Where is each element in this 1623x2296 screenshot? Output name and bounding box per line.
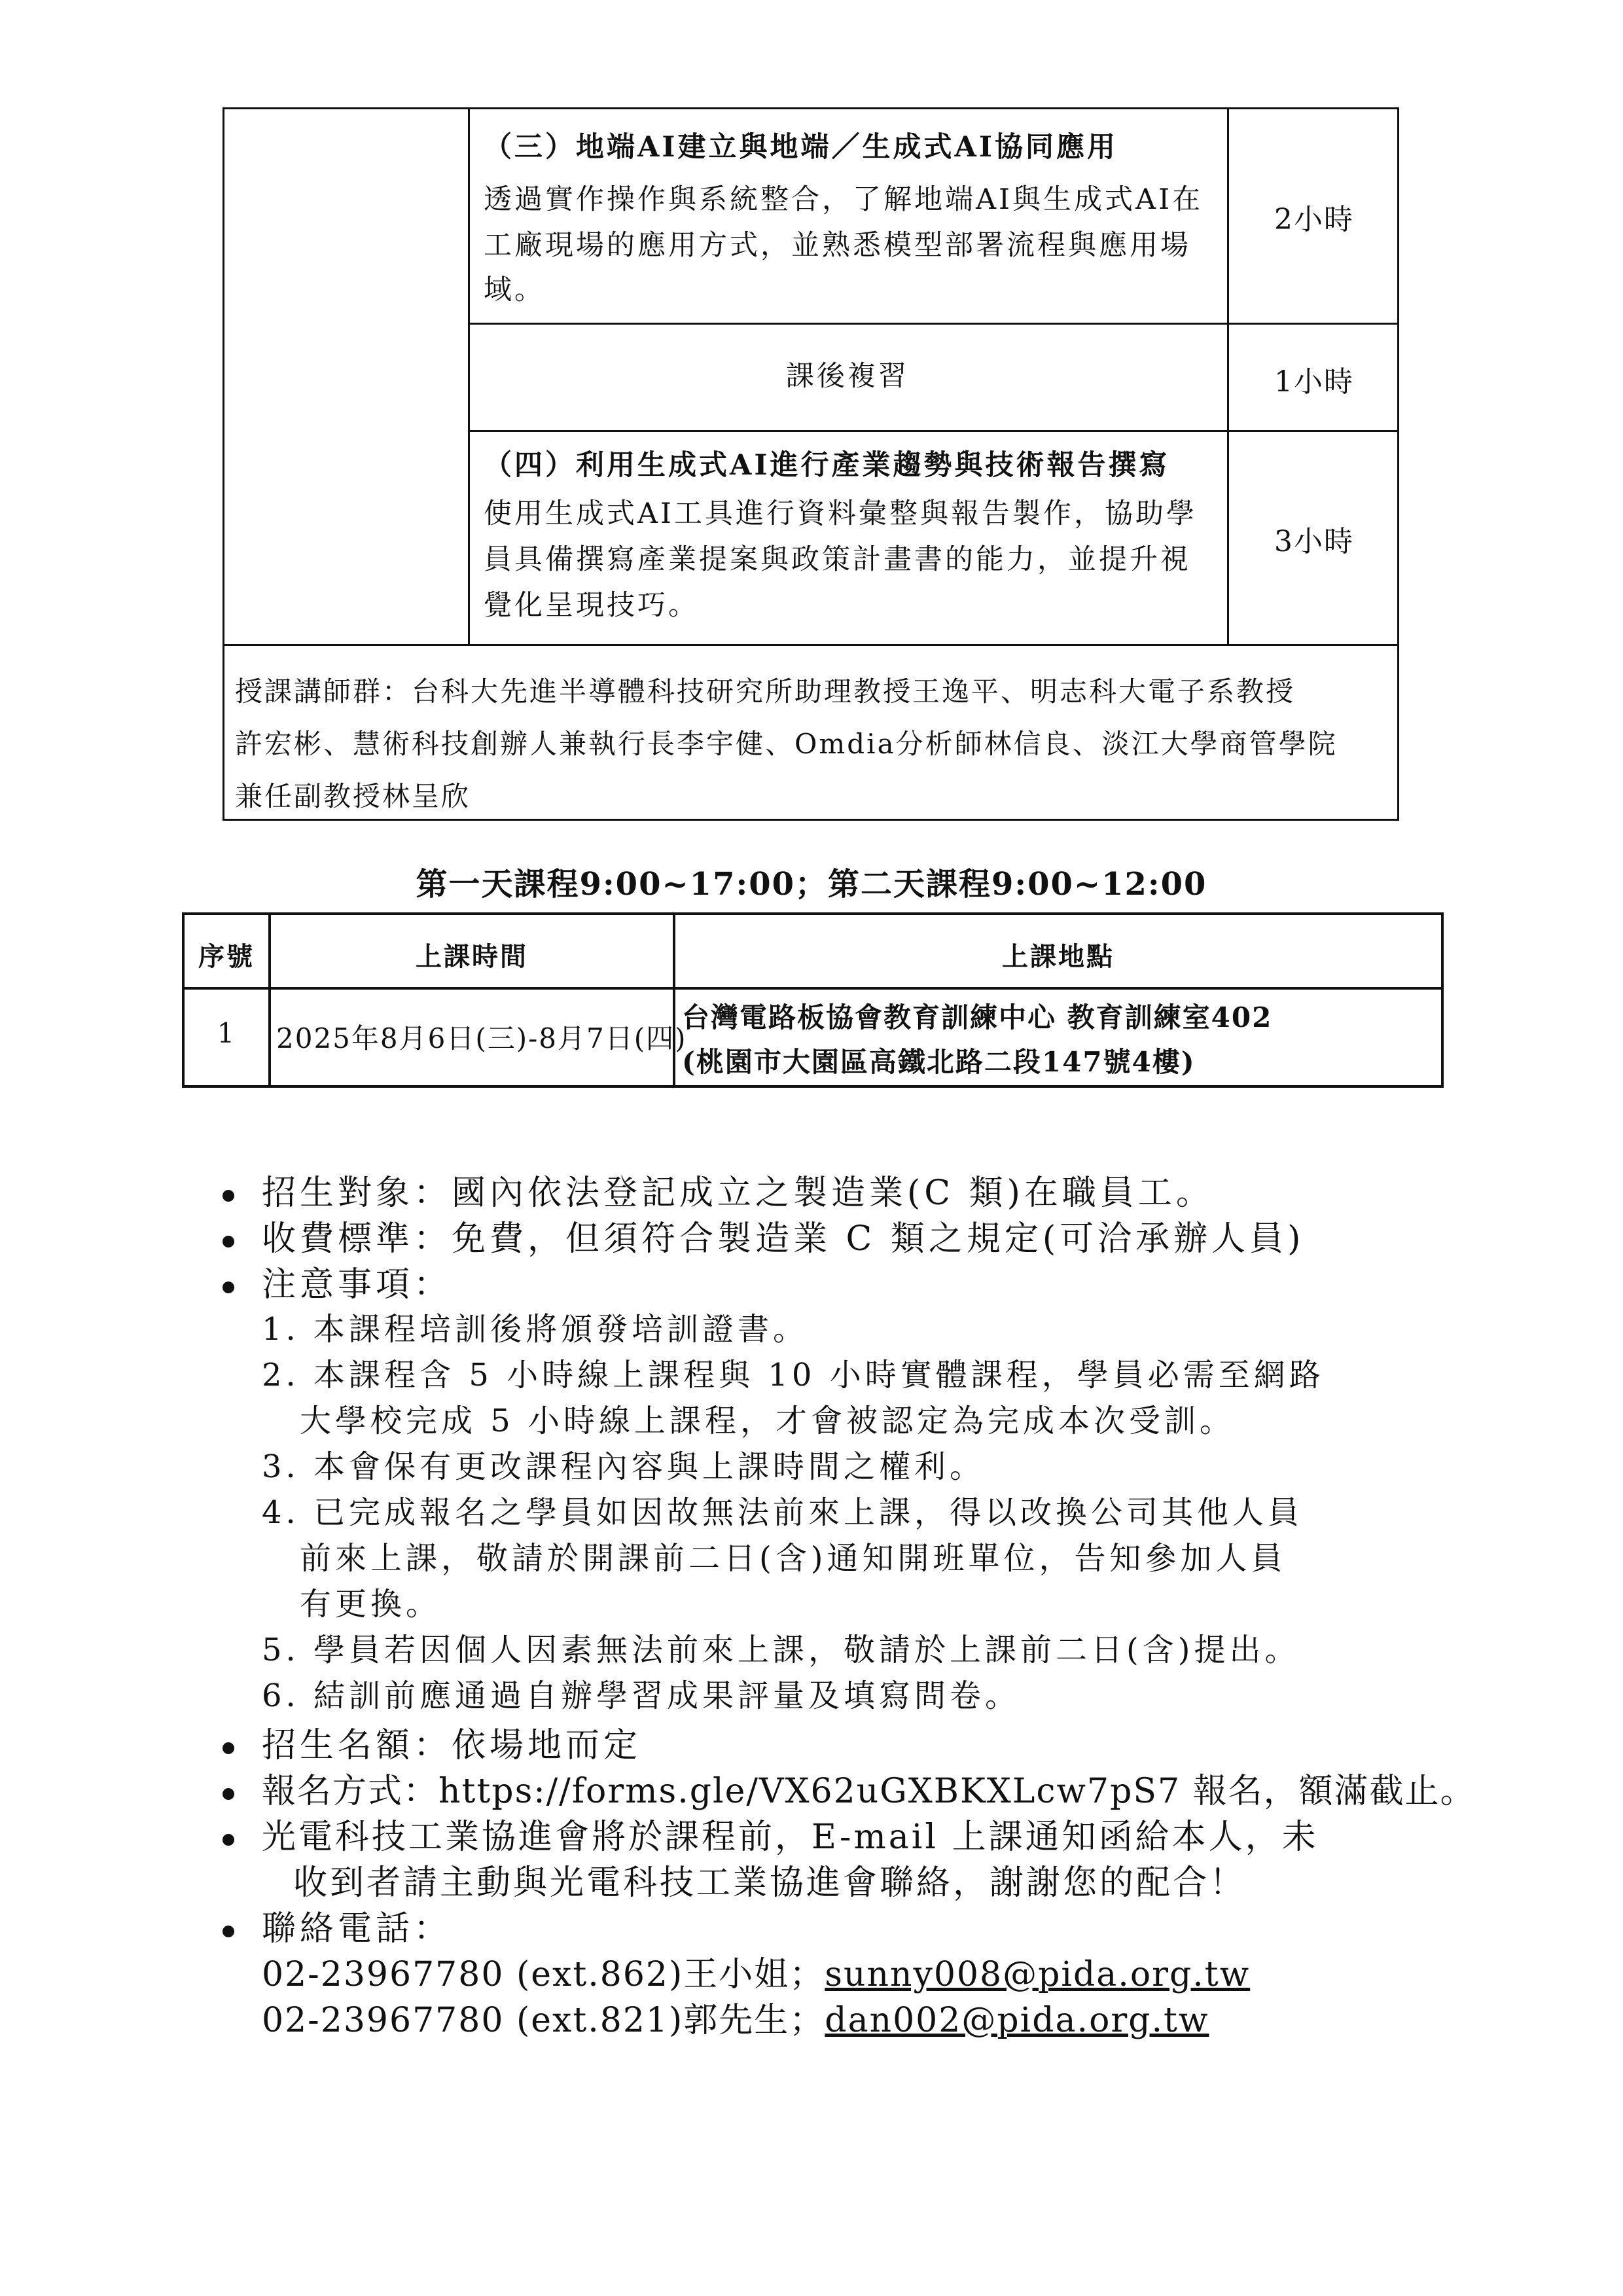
note-target: 招生對象：國內依法登記成立之製造業(C 類)在職員工。 (262, 1174, 1214, 1213)
instructors-line: 許宏彬、慧術科技創辦人兼執行長李宇健、Omdia分析師林信良、淡江大學商管學院 (235, 728, 1338, 760)
schedule-header-time: 上課時間 (416, 941, 528, 972)
course-title: 課後複習 (786, 360, 909, 393)
course-desc-line: 透過實作操作與系統整合，了解地端AI與生成式AI在 (484, 183, 1204, 216)
table-divider (185, 987, 1441, 990)
table-divider (468, 323, 1397, 325)
contact-email-link[interactable]: sunny008@pida.org.tw (825, 1955, 1251, 1994)
schedule-venue-line: 台灣電路板協會教育訓練中心 教育訓練室402 (682, 1001, 1273, 1033)
course-hours: 2小時 (1274, 203, 1354, 236)
attention-item: 有更換。 (300, 1586, 442, 1623)
schedule-no: 1 (217, 1017, 236, 1049)
schedule-heading: 第一天課程9:00~17:00；第二天課程9:00~12:00 (416, 866, 1207, 903)
course-desc-line: 員具備撰寫產業提案與政策計畫書的能力，並提升視 (484, 543, 1191, 576)
schedule-header-no: 序號 (198, 941, 255, 972)
bullet-icon (223, 1282, 234, 1293)
note-register[interactable]: 報名方式：https://forms.gle/VX62uGXBKXLcw7pS7 報名，額滿截止。 (262, 1772, 1476, 1811)
contact-phone: 02-23967780 (ext.821)郭先生； (262, 2001, 825, 2040)
attention-item: 2. 本課程含 5 小時線上課程與 10 小時實體課程，學員必需至網路 (262, 1357, 1325, 1393)
course-hours: 3小時 (1274, 525, 1354, 558)
course-desc-line: 使用生成式AI工具進行資料彙整與報告製作，協助學 (484, 497, 1198, 530)
bullet-icon (223, 1788, 234, 1800)
attention-item: 1. 本課程培訓後將頒發培訓證書。 (262, 1311, 809, 1348)
note-contact-label: 聯絡電話： (262, 1909, 452, 1948)
note-attention: 注意事項： (262, 1265, 452, 1304)
course-desc-line: 域。 (484, 274, 545, 306)
note-email-notice: 收到者請主動與光電科技工業協進會聯絡，謝謝您的配合！ (293, 1863, 1247, 1903)
course-desc-line: 覺化呈現技巧。 (484, 589, 699, 622)
instructors-line: 兼任副教授林呈欣 (235, 780, 471, 812)
bullet-icon (223, 1926, 234, 1937)
instructors (235, 666, 1393, 823)
contact-line (262, 1946, 1250, 1996)
note-quota: 招生名額：依場地而定 (262, 1726, 642, 1765)
course-title: （四）利用生成式AI進行產業趨勢與技術報告撰寫 (484, 449, 1170, 482)
course-hours: 1小時 (1274, 365, 1354, 399)
bullet-icon (223, 1834, 234, 1846)
course-desc-line: 工廠現場的應用方式，並熟悉模型部署流程與應用場 (484, 229, 1191, 262)
schedule-table (182, 912, 1444, 1088)
schedule-venue-line: (桃園市大園區高鐵北路二段147號4樓) (682, 1046, 1196, 1078)
attention-item: 6. 結訓前應通過自辦學習成果評量及填寫問卷。 (262, 1677, 1021, 1714)
attention-item: 大學校完成 5 小時線上課程，才會被認定為完成本次受訓。 (300, 1403, 1236, 1439)
attention-item: 4. 已完成報名之學員如因故無法前來上課，得以改換公司其他人員 (262, 1494, 1304, 1531)
bullet-icon (223, 1236, 234, 1247)
contact-email-link[interactable]: dan002@pida.org.tw (825, 2001, 1209, 2040)
table-divider (468, 430, 1397, 432)
contact-phone: 02-23967780 (ext.862)王小姐； (262, 1955, 825, 1994)
bullet-icon (223, 1190, 234, 1202)
note-fee: 收費標準：免費，但須符合製造業 C 類之規定(可洽承辦人員) (262, 1219, 1305, 1259)
instructors-line: 授課講師群：台科大先進半導體科技研究所助理教授王逸平、明志科大電子系教授 (235, 675, 1296, 708)
attention-item: 5. 學員若因個人因素無法前來上課，敬請於上課前二日(含)提出。 (262, 1632, 1300, 1668)
schedule-time: 2025年8月6日(三)-8月7日(四) (276, 1022, 687, 1054)
course-title: （三）地端AI建立與地端／生成式AI協同應用 (484, 131, 1118, 164)
schedule-header-venue: 上課地點 (1002, 941, 1115, 972)
attention-item: 前來上課，敬請於開課前二日(含)通知開班單位，告知參加人員 (300, 1540, 1287, 1577)
bullet-icon (223, 1742, 234, 1754)
contact-line (262, 1992, 1209, 2041)
course-table (223, 107, 1399, 821)
note-email-notice: 光電科技工業協進會將於課程前，E-mail 上課通知函給本人，未 (262, 1818, 1319, 1857)
table-divider (224, 644, 1397, 646)
attention-item: 3. 本會保有更改課程內容與上課時間之權利。 (262, 1448, 986, 1485)
